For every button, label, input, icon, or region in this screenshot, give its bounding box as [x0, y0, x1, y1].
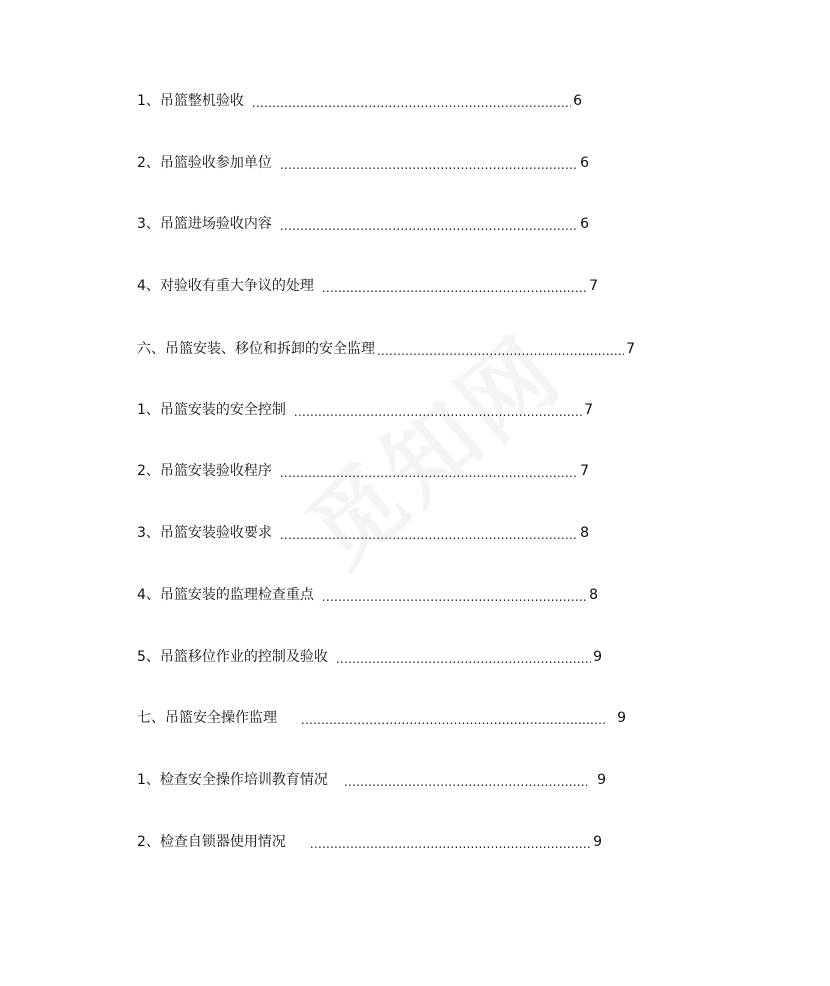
toc-leader-dots	[322, 276, 587, 296]
toc-entry[interactable]	[137, 766, 606, 790]
toc-entry[interactable]	[137, 519, 589, 543]
toc-entry[interactable]	[137, 396, 593, 420]
toc-entry-title: 2、吊篮安装验收程序	[137, 463, 272, 479]
toc-entry-title: 六、吊篮安装、移位和拆卸的安全监理	[137, 341, 375, 357]
toc-entry-page: 8	[580, 525, 589, 541]
toc-entry-title: 2、检查自锁器使用情况	[137, 834, 286, 850]
toc-leader-dots	[377, 339, 624, 359]
toc-entry-title: 1、检查安全操作培训教育情况	[137, 772, 328, 788]
toc-entry[interactable]	[137, 581, 598, 605]
toc-entry[interactable]	[137, 828, 602, 852]
toc-leader-dots	[252, 91, 571, 111]
toc-entry-page: 9	[593, 649, 602, 665]
toc-entry-title: 2、吊篮验收参加单位	[137, 155, 272, 171]
toc-leader-dots	[322, 585, 587, 605]
toc-entry-page: 6	[580, 155, 589, 171]
toc-entry-title: 1、吊篮整机验收	[137, 93, 244, 109]
toc-entry-page: 7	[584, 402, 593, 418]
toc-entry-title: 1、吊篮安装的安全控制	[137, 402, 286, 418]
toc-entry-page: 9	[617, 710, 626, 726]
toc-leader-dots	[336, 647, 591, 667]
toc-entry-title: 4、对验收有重大争议的处理	[137, 278, 314, 294]
toc-entry[interactable]	[137, 272, 598, 296]
toc-entry[interactable]	[137, 210, 589, 234]
toc-entry-page: 6	[580, 216, 589, 232]
toc-leader-dots	[280, 461, 578, 481]
toc-entry[interactable]	[137, 643, 602, 667]
toc-leader-dots	[280, 523, 578, 543]
toc-leader-dots	[280, 214, 578, 234]
toc-entry-page: 7	[589, 278, 598, 294]
toc-entry-title: 5、吊篮移位作业的控制及验收	[137, 649, 328, 665]
toc-leader-dots	[301, 708, 607, 728]
toc-entry[interactable]	[137, 457, 589, 481]
toc-entry-page: 9	[593, 834, 602, 850]
toc-entry-title: 4、吊篮安装的监理检查重点	[137, 587, 314, 603]
toc-entry[interactable]	[137, 149, 589, 173]
toc-entry-title: 七、吊篮安全操作监理	[137, 710, 277, 726]
toc-entry-page: 8	[589, 587, 598, 603]
toc-entry[interactable]	[137, 335, 635, 359]
toc-leader-dots	[294, 400, 582, 420]
toc-entry-page: 6	[573, 93, 582, 109]
toc-leader-dots	[280, 153, 578, 173]
toc-entry[interactable]	[137, 704, 626, 728]
toc-entry-title: 3、吊篮进场验收内容	[137, 216, 272, 232]
toc-leader-dots	[344, 770, 587, 790]
toc-entry-page: 7	[580, 463, 589, 479]
toc-entry[interactable]	[137, 87, 582, 111]
toc-leader-dots	[310, 832, 591, 852]
toc-entry-page: 9	[597, 772, 606, 788]
toc-entry-page: 7	[626, 341, 635, 357]
toc-entry-title: 3、吊篮安装验收要求	[137, 525, 272, 541]
